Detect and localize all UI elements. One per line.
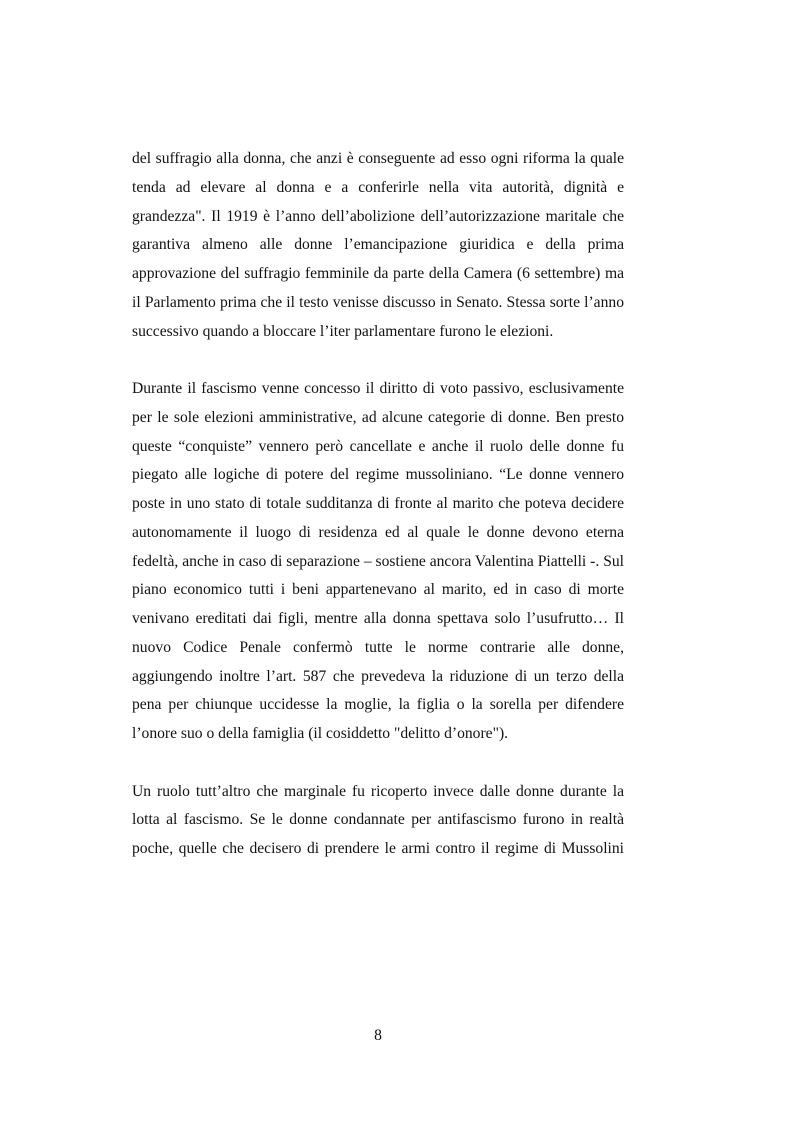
- body-text: [132, 145, 624, 864]
- paragraph-1: del suffragio alla donna, che anzi è conseguente ad esso ogni riforma la quale tenda ad elevare al donna e a conferirle nella vita autorità, dignità e grandezza". Il 1919 è l’anno dell’abolizione dell’autorizzazione maritale che garantiva almeno alle donne l’emancipazione giuridica e della prima approvazione del suffragio femminile da parte della Camera (6 settembre) ma il Parlamento prima che il testo venisse discusso in Senato. Stessa sorte l’anno successivo quando a bloccare l’iter parlamentare furono le elezioni.: [132, 150, 624, 340]
- paragraph-2: Durante il fascismo venne concesso il diritto di voto passivo, esclusivamente per le sole elezioni amministrative, ad alcune categorie di donne. Ben presto queste “conquiste” vennero però cancellate e anche il ruolo delle donne fu piegato alle logiche di potere del regime mussoliniano. “Le donne vennero poste in uno stato di totale sudditanza di fronte al marito che poteva decidere autonomamente il luogo di residenza ed al quale le donne devono eterna fedeltà, anche in caso di separazione – sostiene ancora Valentina Piattelli -. Sul piano economico tutti i beni appartenevano al marito, ed in caso di morte venivano ereditati dai figli, mentre alla donna spettava solo l’usufrutto… Il nuovo Codice Penale confermò tutte le norme contrarie alle donne, aggiungendo inoltre l’art. 587 che prevedeva la riduzione di un terzo della pena per chiunque uccidesse la moglie, la figlia o la sorella per difendere l’onore suo o della famiglia (il cosiddetto "delitto d’onore").: [132, 380, 624, 742]
- paragraph-3: Un ruolo tutt’altro che marginale fu ricoperto invece dalle donne durante la lotta al fascismo. Se le donne condannate per antifascismo furono in realtà poche, quelle che decisero di prendere le armi contro il regime di Mussolini: [132, 782, 624, 857]
- page-number: 8: [374, 1027, 382, 1044]
